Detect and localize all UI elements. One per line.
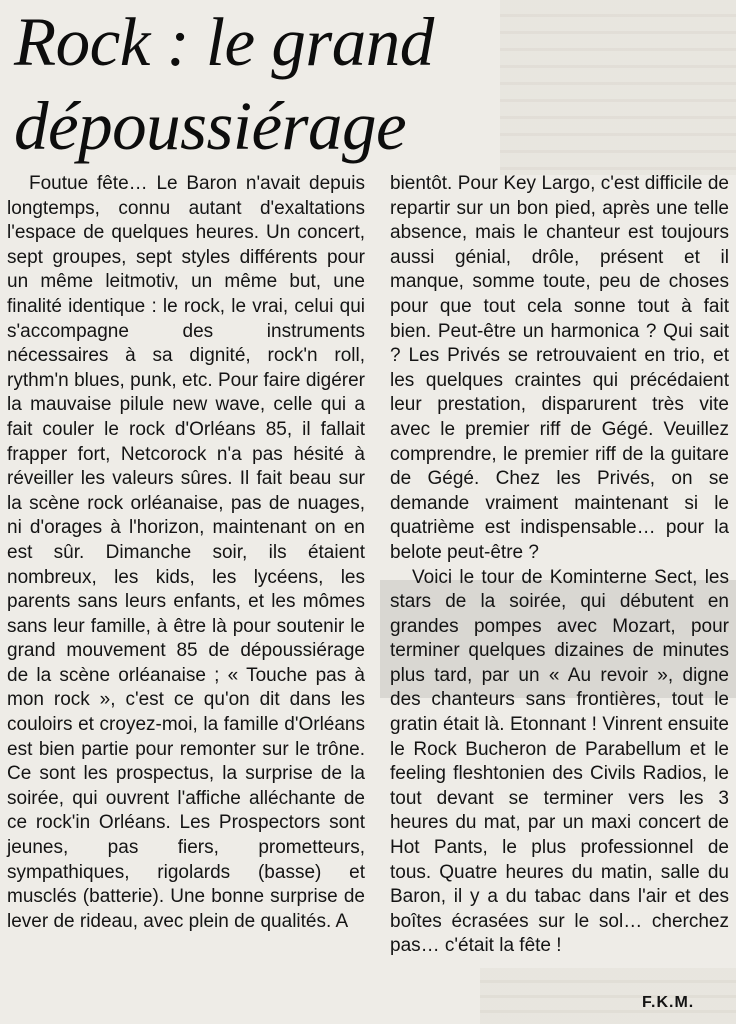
- article-column-right: [390, 172, 729, 959]
- paragraph-right-1: bientôt. Pour Key Largo, c'est difficile de repartir sur un bon pied, après une telle absence, mais le chanteur est toujours aussi génial, drôle, présent et il manque, somme toute, peu de choses pour que tout cela sonne tout à fait bien. Peut-être un harmonica ? Qui sait ? Les Privés se retrouvaient en trio, et les quelques craintes qui précédaient leur prestation, disparurent très vite avec le premier riff de Gégé. Veuillez comprendre, le premier riff de la guitare de Gégé. Chez les Privés, on se demande vraiment maintenant si le quatrième est indispensable… pour la belote peut-être ?: [390, 173, 729, 563]
- article-title: Rock : le grand dépoussiérage: [14, 4, 434, 164]
- adjacent-article-bleed: [500, 0, 736, 175]
- author-signature: F.K.M.: [642, 994, 695, 1011]
- article-column-left: [7, 172, 365, 934]
- adjacent-article-bleed-bottom: [480, 968, 736, 1024]
- paragraph-right-2: Voici le tour de Kominterne Sect, les stars de la soirée, qui débutent en grandes pompes avec Mozart, pour terminer quelques dizaines de minutes plus tard, par un « Au revoir », digne des chanteurs sans frontières, tout le gratin était là. Etonnant ! Vinrent ensuite le Rock Bucheron de Parabellum et le feeling fleshtonien des Civils Radios, le tout devant se terminer vers les 3 heures du mat, par un maxi concert de Hot Pants, le plus professionnel de tous. Quatre heures du matin, salle du Baron, il y a du tabac dans l'air et des boîtes écrasées sur le sol… cherchez pas… c'était la fête !: [390, 566, 729, 957]
- paragraph-left: Foutue fête… Le Baron n'avait depuis longtemps, connu autant d'exaltations l'espace de quelques heures. Un concert, sept groupes, sept styles différents pour un même leitmotiv, un même but, une finalité identique : le rock, le vrai, celui qui s'accompagne des instruments nécessaires à sa dignité, rock'n roll, rythm'n blues, punk, etc. Pour faire digérer la mauvaise pilule new wave, celle qui a fait couler le rock d'Orléans 85, il fallait frapper fort, Netcorock n'a pas hésité à réveiller les valeurs sûres. Il fait beau sur la scène rock orléanaise, pas de nuages, ni d'orages à l'horizon, maintenant on en est sûr. Dimanche soir, ils étaient nombreux, les kids, les lycéens, les parents sans leurs enfants, et les mômes sans leur famille, à être là pour soutenir le grand mouvement 85 de dépoussiérage de la scène orléanaise ; « Touche pas à mon rock », c'est ce qu'on dit dans les couloirs et croyez-moi, la famille d'Orléans est bien partie pour remonter sur le trône. Ce sont les prospectus, la surprise de la soirée, qui ouvrent l'affiche alléchante de ce rock'in Orléans. Les Prospectors sont jeunes, pas fiers, prometteurs, sympathiques, rigolards (basse) et musclés (batterie). Une bonne surprise de lever de rideau, avec plein de qualités. A: [7, 173, 365, 932]
